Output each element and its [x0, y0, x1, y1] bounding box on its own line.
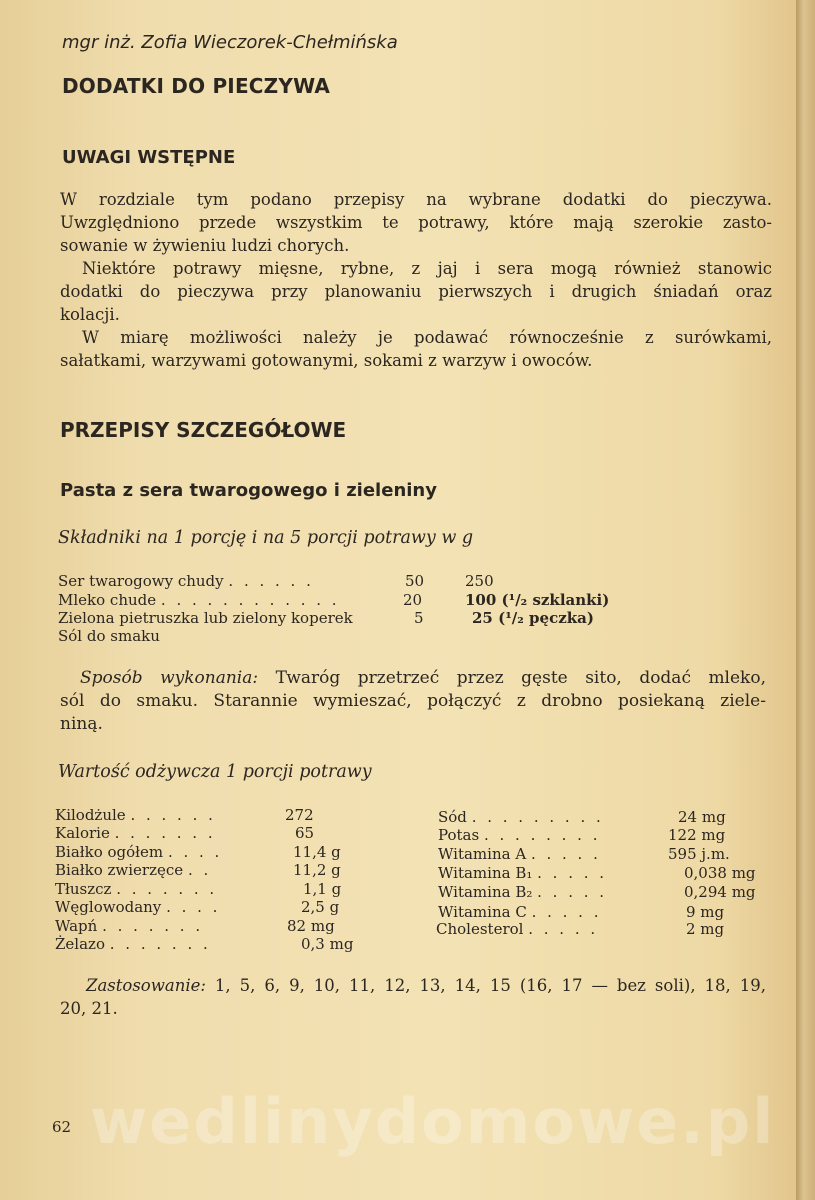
nutrient-name: Kalorie — [55, 824, 110, 842]
nutrient-value: 0,038 mg — [684, 864, 756, 882]
ingredient-amount-1: 5 — [414, 609, 424, 627]
text-line — [60, 667, 766, 690]
method-label: Sposób wykonania: — [80, 668, 259, 688]
nutrient-name: Witamina B₁ — [438, 864, 533, 882]
nutrient-row — [55, 806, 216, 825]
nutrient-name: Witamina C — [438, 903, 527, 921]
nutrient-row — [55, 861, 211, 880]
ingredient-row — [58, 591, 340, 610]
ingredient-name: Zielona pietruszka lub zielony koperek — [58, 609, 353, 627]
nutrient-name: Wapń — [55, 917, 98, 935]
nutrient-value: 82 mg — [287, 917, 335, 935]
watermark: wedlinydomowe.pl — [90, 1085, 776, 1158]
ingredient-name: Sól do smaku — [58, 627, 160, 645]
text-line: W miarę możliwości należy je podawać równocześnie z surówkami, — [82, 328, 772, 347]
nutrient-name: Kilodżule — [55, 806, 126, 824]
ingredient-name: Mleko chude — [58, 591, 157, 609]
leader-dots: . . . . . — [537, 864, 608, 882]
nutrient-value: 122 mg — [668, 826, 726, 844]
author-line: mgr inż. Zofia Wieczorek-Chełmińska — [62, 32, 398, 53]
leader-dots: . . . . — [166, 898, 221, 916]
leader-dots: . . . . . . — [130, 806, 216, 824]
nutrient-row — [438, 808, 604, 827]
nutrient-value: 11,2 g — [293, 861, 341, 879]
nutrient-value: 65 — [295, 824, 315, 842]
text-line: Niektóre potrawy mięsne, rybne, z jaj i sera mogą również stanowic — [82, 259, 772, 278]
nutrient-value: 2,5 g — [301, 898, 340, 916]
intro-text — [60, 188, 772, 372]
ingredient-row — [58, 609, 353, 628]
ingredient-amount-1: 20 — [403, 591, 423, 609]
nutrient-name: Tłuszcz — [55, 880, 112, 898]
ingredient-amount-5: 100 (¹/₂ szklanki) — [465, 591, 610, 609]
ingredient-row — [58, 572, 314, 591]
nutrient-name: Witamina B₂ — [438, 883, 533, 901]
nutrient-row — [55, 880, 217, 899]
leader-dots: . . . . . . . . . . . . — [160, 591, 340, 609]
recipe-title: Pasta z sera twarogowego i zieleniny — [60, 480, 437, 501]
leader-dots: . . . . . . . — [116, 880, 218, 898]
nutrient-value: 24 mg — [678, 808, 726, 826]
leader-dots: . . — [187, 861, 212, 879]
nutrient-name: Węglowodany — [55, 898, 162, 916]
nutrient-row — [55, 843, 222, 862]
ingredient-name: Ser twarogowy chudy — [58, 572, 224, 590]
usage-numbers: 1, 5, 6, 9, 10, 11, 12, 13, 14, 15 (16, 17 — bez soli), 18, 19, — [214, 976, 766, 995]
nutrient-row — [436, 920, 598, 939]
nutrient-value: 272 — [285, 806, 314, 824]
ingredient-amount-5: 25 (¹/₂ pęczka) — [472, 609, 594, 627]
nutrient-value: 0,3 mg — [301, 935, 354, 953]
ingredient-amount-5: 250 — [465, 572, 494, 590]
nutrient-name: Białko ogółem — [55, 843, 164, 861]
nutrient-value: 1,1 g — [303, 880, 342, 898]
ingredients-heading: Składniki na 1 porcję i na 5 porcji potrawy w g — [58, 528, 474, 548]
text-line: dodatki do pieczywa przy planowaniu pierwszych i drugich śniadań oraz — [60, 282, 772, 301]
nutrient-name: Białko zwierzęce — [55, 861, 184, 879]
usage-text — [60, 974, 766, 1020]
text-line: niną. — [60, 714, 103, 734]
nutrient-value: 595 j.m. — [668, 845, 730, 863]
text-line: sałatkami, warzywami gotowanymi, sokami z warzyw i owoców. — [60, 351, 593, 370]
nutrient-row — [55, 917, 203, 936]
leader-dots: . . . . . — [528, 920, 599, 938]
nutrient-row — [438, 883, 607, 902]
nutrient-row — [55, 898, 220, 917]
chapter-title: DODATKI DO PIECZYWA — [62, 74, 331, 98]
page-number: 62 — [52, 1118, 72, 1136]
text-line: sól do smaku. Starannie wymieszać, połączyć z drobno posiekaną ziele- — [60, 691, 766, 711]
leader-dots: . . . . . — [530, 845, 601, 863]
nutrient-value: 9 mg — [686, 903, 725, 921]
nutrient-value: 0,294 mg — [684, 883, 756, 901]
leader-dots: . . . . . . . — [102, 917, 204, 935]
nutrient-row — [438, 826, 601, 845]
text-line: 20, 21. — [60, 999, 118, 1018]
leader-dots: . . . . . . . . — [483, 826, 601, 844]
section-title-intro: UWAGI WSTĘPNE — [62, 147, 236, 168]
nutrient-name: Żelazo — [55, 935, 105, 953]
usage-label: Zastosowanie: — [86, 976, 206, 995]
text-line: kolacji. — [60, 305, 120, 324]
nutrient-value: 2 mg — [686, 920, 725, 938]
nutrient-name: Witamina A — [438, 845, 527, 863]
ingredient-amount-1: 50 — [405, 572, 425, 590]
method-text — [60, 667, 766, 736]
nutrient-row — [438, 845, 601, 864]
text-line: sowanie w żywieniu ludzi chorych. — [60, 236, 350, 255]
leader-dots: . . . . . — [537, 883, 608, 901]
page-edge — [796, 0, 815, 1200]
leader-dots: . . . . . . — [228, 572, 314, 590]
leader-dots: . . . . — [167, 843, 223, 861]
nutrient-row — [55, 824, 216, 843]
method-text-part: Twaróg przetrzeć przez gęste sito, dodać mleko, — [275, 668, 766, 688]
nutrition-heading: Wartość odżywcza 1 porcji potrawy — [58, 762, 372, 782]
text-line: Uwzględniono przede wszystkim te potrawy, które mają szerokie zasto- — [60, 213, 772, 232]
text-line: W rozdziale tym podano przepisy na wybrane dodatki do pieczywa. — [60, 190, 772, 209]
nutrient-name: Cholesterol — [436, 920, 524, 938]
leader-dots: . . . . . . . . . — [471, 808, 604, 826]
leader-dots: . . . . . — [531, 903, 602, 921]
nutrient-row — [55, 935, 211, 954]
nutrient-name: Potas — [438, 826, 480, 844]
section-title-recipes: PRZEPISY SZCZEGÓŁOWE — [60, 418, 347, 442]
leader-dots: . . . . . . . — [109, 935, 211, 953]
nutrient-row — [438, 864, 607, 883]
nutrient-name: Sód — [438, 808, 467, 826]
nutrient-value: 11,4 g — [293, 843, 341, 861]
ingredient-row — [58, 627, 160, 646]
text-line — [60, 974, 766, 997]
leader-dots: . . . . . . . — [114, 824, 216, 842]
